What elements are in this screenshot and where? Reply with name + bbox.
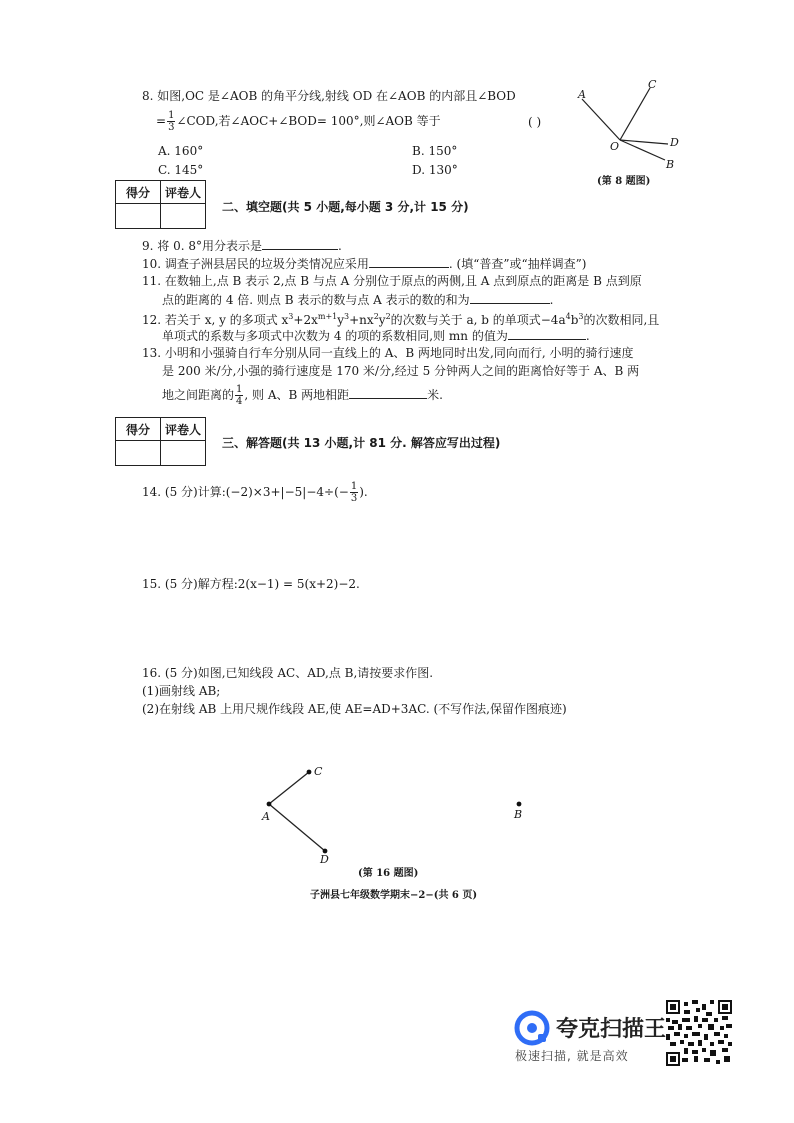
q10-blank bbox=[369, 255, 449, 268]
q8-fraction: $\frac{1}{3}$ bbox=[168, 110, 175, 133]
grader-cell bbox=[161, 441, 206, 466]
q8-option-b: B. 150° bbox=[412, 144, 458, 158]
q12-sup-3: 3 bbox=[288, 312, 294, 321]
q12-part-f: 的次数与关于 a, b 的单项式−4a bbox=[390, 313, 566, 327]
q8-label-a: A bbox=[578, 88, 586, 101]
page-footer: 子洲县七年级数学期末−2−(共 6 页) bbox=[310, 890, 478, 901]
q12-line2-text: 单项式的系数与多项式中次数为 4 的项的系数相同,则 mn 的值为 bbox=[162, 329, 508, 343]
q13-unit: 米. bbox=[427, 388, 443, 402]
q8-eq-sign: = bbox=[156, 114, 167, 128]
ray-oc bbox=[620, 88, 650, 140]
q8-option-c: C. 145° bbox=[158, 163, 204, 177]
q10-end: . (填“普查”或“抽样调查”) bbox=[448, 257, 587, 271]
q12-sup-3c: 3 bbox=[578, 312, 584, 321]
q8-label-d: D bbox=[670, 136, 679, 149]
ray-oa bbox=[582, 99, 620, 140]
point-a bbox=[267, 802, 272, 807]
score-label: 得分 bbox=[116, 181, 161, 204]
section3-heading: 三、解答题(共 13 小题,计 81 分. 解答应写出过程) bbox=[222, 436, 501, 450]
q11-end: . bbox=[549, 293, 554, 307]
segment-ad bbox=[269, 804, 325, 851]
q12-sup-4: 4 bbox=[565, 312, 571, 321]
q8-line2-text: ∠COD,若∠AOC+∠BOD= 100°,则∠AOB 等于 bbox=[176, 114, 441, 128]
q12-sup-2a: 2 bbox=[373, 312, 379, 321]
q16-label-a: A bbox=[262, 810, 270, 823]
segment-ac bbox=[269, 772, 309, 804]
q11-blank bbox=[470, 291, 550, 304]
q9-blank bbox=[262, 237, 338, 250]
q11-line1: 11. 在数轴上,点 B 表示 2,点 B 与点 A 分别位于原点的两侧,且 A 点到原点的距离是 B 点到原 bbox=[142, 274, 642, 288]
q16-figure bbox=[258, 762, 538, 862]
q14-text: 14. (5 分)计算:(−2)×3+|−5|−4÷(− bbox=[142, 485, 349, 499]
q10 bbox=[142, 255, 586, 272]
q8-label-o: O bbox=[610, 140, 620, 153]
q16-label-c: C bbox=[314, 765, 323, 778]
q12-part-h: 的次数相同,且 bbox=[583, 313, 660, 327]
q12-line2 bbox=[162, 327, 590, 344]
q13-line1: 13. 小明和小强骑自行车分别从同一直线上的 A、B 两地同时出发,同向而行, 小明的骑行速度 bbox=[142, 346, 634, 360]
q8-option-d: D. 130° bbox=[412, 163, 458, 177]
q14-fraction: $\frac{1}{3}$ bbox=[350, 481, 358, 504]
q8-line1: 8. 如图,OC 是∠AOB 的角平分线,射线 OD 在∠AOB 的内部且∠BOD bbox=[142, 89, 516, 103]
q12-sup-3b: 3 bbox=[344, 312, 350, 321]
grader-label: 评卷人 bbox=[161, 418, 206, 441]
q13-line2: 是 200 米/分,小强的骑行速度是 170 米/分,经过 5 分钟两人之间的距离恰好等于 A、B 两 bbox=[162, 364, 640, 378]
scanner-slogan: 极速扫描, 就是高效 bbox=[515, 1049, 629, 1063]
q13-line3-text: 地之间距离的 bbox=[162, 388, 235, 402]
score-cell bbox=[116, 441, 161, 466]
q16-line2: (1)画射线 AB; bbox=[142, 684, 221, 698]
q16-line3: (2)在射线 AB 上用尺规作线段 AE,使 AE=AD+3AC. (不写作法,保留作图痕迹) bbox=[142, 702, 567, 716]
q12-sup-m1: m+1 bbox=[317, 312, 338, 321]
q12-part-b: +2x bbox=[293, 313, 318, 327]
q8-line2 bbox=[156, 110, 441, 133]
q14-end: ). bbox=[359, 485, 368, 499]
grader-label: 评卷人 bbox=[161, 181, 206, 204]
point-c bbox=[307, 770, 312, 775]
q8-answer-paren: ( ) bbox=[528, 115, 542, 129]
score-cell bbox=[116, 204, 161, 229]
q8-caption: (第 8 题图) bbox=[597, 176, 651, 187]
q12-line1 bbox=[142, 309, 659, 328]
score-label: 得分 bbox=[116, 418, 161, 441]
q9-text: 9. 将 0. 8°用分表示是 bbox=[142, 239, 262, 253]
q9 bbox=[142, 237, 342, 254]
q11-line2 bbox=[162, 291, 553, 308]
q12-part-a: 12. 若关于 x, y 的多项式 x bbox=[142, 313, 289, 327]
q12-part-c: y bbox=[337, 313, 345, 327]
section2-heading: 二、填空题(共 5 小题,每小题 3 分,计 15 分) bbox=[222, 200, 469, 214]
q12-part-e: y bbox=[378, 313, 386, 327]
q8-label-b: B bbox=[666, 158, 675, 171]
q10-text: 10. 调查子洲县居民的垃圾分类情况应采用 bbox=[142, 257, 369, 271]
q11-line2-text: 点的距离的 4 倍. 则点 B 表示的数与点 A 表示的数的和为 bbox=[162, 293, 470, 307]
score-box-section2 bbox=[115, 180, 206, 229]
q13-line3-text-b: , 则 A、B 两地相距 bbox=[244, 388, 350, 402]
q8-label-c: C bbox=[648, 78, 657, 91]
q9-end: . bbox=[337, 239, 342, 253]
q13-blank bbox=[349, 386, 427, 399]
q13-line3 bbox=[162, 384, 443, 407]
q12-blank bbox=[508, 327, 586, 340]
score-box-section3 bbox=[115, 417, 206, 466]
q14 bbox=[142, 481, 368, 504]
q16-label-d: D bbox=[320, 853, 329, 866]
quark-logo-icon bbox=[514, 1010, 550, 1046]
grader-cell bbox=[161, 204, 206, 229]
q8-option-a: A. 160° bbox=[158, 144, 204, 158]
q16-caption: (第 16 题图) bbox=[358, 868, 419, 879]
q16-label-b: B bbox=[514, 808, 523, 821]
q12-sup-2b: 2 bbox=[385, 312, 391, 321]
q12-part-g: b bbox=[570, 313, 579, 327]
q13-fraction: $\frac{1}{4}$ bbox=[236, 384, 243, 407]
scanner-brand-name: 夸克扫描王 bbox=[556, 1017, 667, 1042]
q15: 15. (5 分)解方程:2(x−1) = 5(x+2)−2. bbox=[142, 577, 360, 591]
q12-part-d: +nx bbox=[349, 313, 374, 327]
point-b bbox=[517, 802, 522, 807]
qr-code-icon bbox=[666, 1000, 732, 1066]
q16-line1: 16. (5 分)如图,已知线段 AC、AD,点 B,请按要求作图. bbox=[142, 666, 434, 680]
q12-end: . bbox=[585, 329, 590, 343]
